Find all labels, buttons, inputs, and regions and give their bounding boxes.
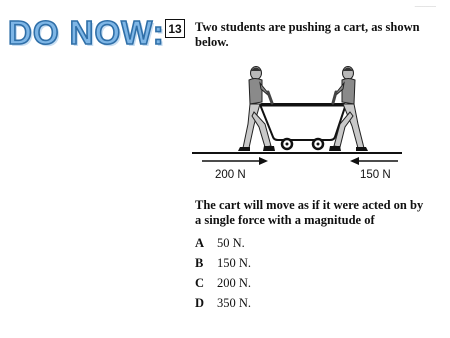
question-number: 13	[168, 21, 182, 36]
right-force-arrow	[350, 157, 398, 165]
choice-text: 350 N.	[217, 295, 252, 310]
choice-d[interactable]	[195, 293, 251, 313]
choice-letter: B	[195, 255, 204, 270]
choice-b[interactable]	[195, 253, 251, 273]
choice-letter: C	[195, 275, 205, 290]
choice-text: 50 N.	[217, 235, 245, 250]
right-force-label: 150 N	[360, 169, 391, 181]
choice-text: 150 N.	[217, 255, 252, 270]
answer-choices	[195, 233, 251, 313]
choice-letter: D	[195, 295, 205, 310]
question-prompt: The cart will move as if it were acted on by a single force with a magnitude of	[195, 198, 424, 227]
cart-illustration	[260, 104, 346, 149]
do-now-heading: DO NOW:	[8, 14, 165, 51]
left-force-label: 200 N	[215, 169, 246, 181]
choice-letter: A	[195, 235, 205, 250]
cart-diagram	[188, 60, 408, 190]
question-text: Two students are pushing a cart, as shown below.	[195, 20, 420, 49]
left-force-arrow	[202, 157, 268, 165]
choice-a[interactable]	[195, 233, 251, 253]
question-number-box	[165, 19, 185, 38]
choice-c[interactable]	[195, 273, 251, 293]
corner-caption: ──────────	[414, 4, 436, 8]
choice-text: 200 N.	[217, 275, 252, 290]
